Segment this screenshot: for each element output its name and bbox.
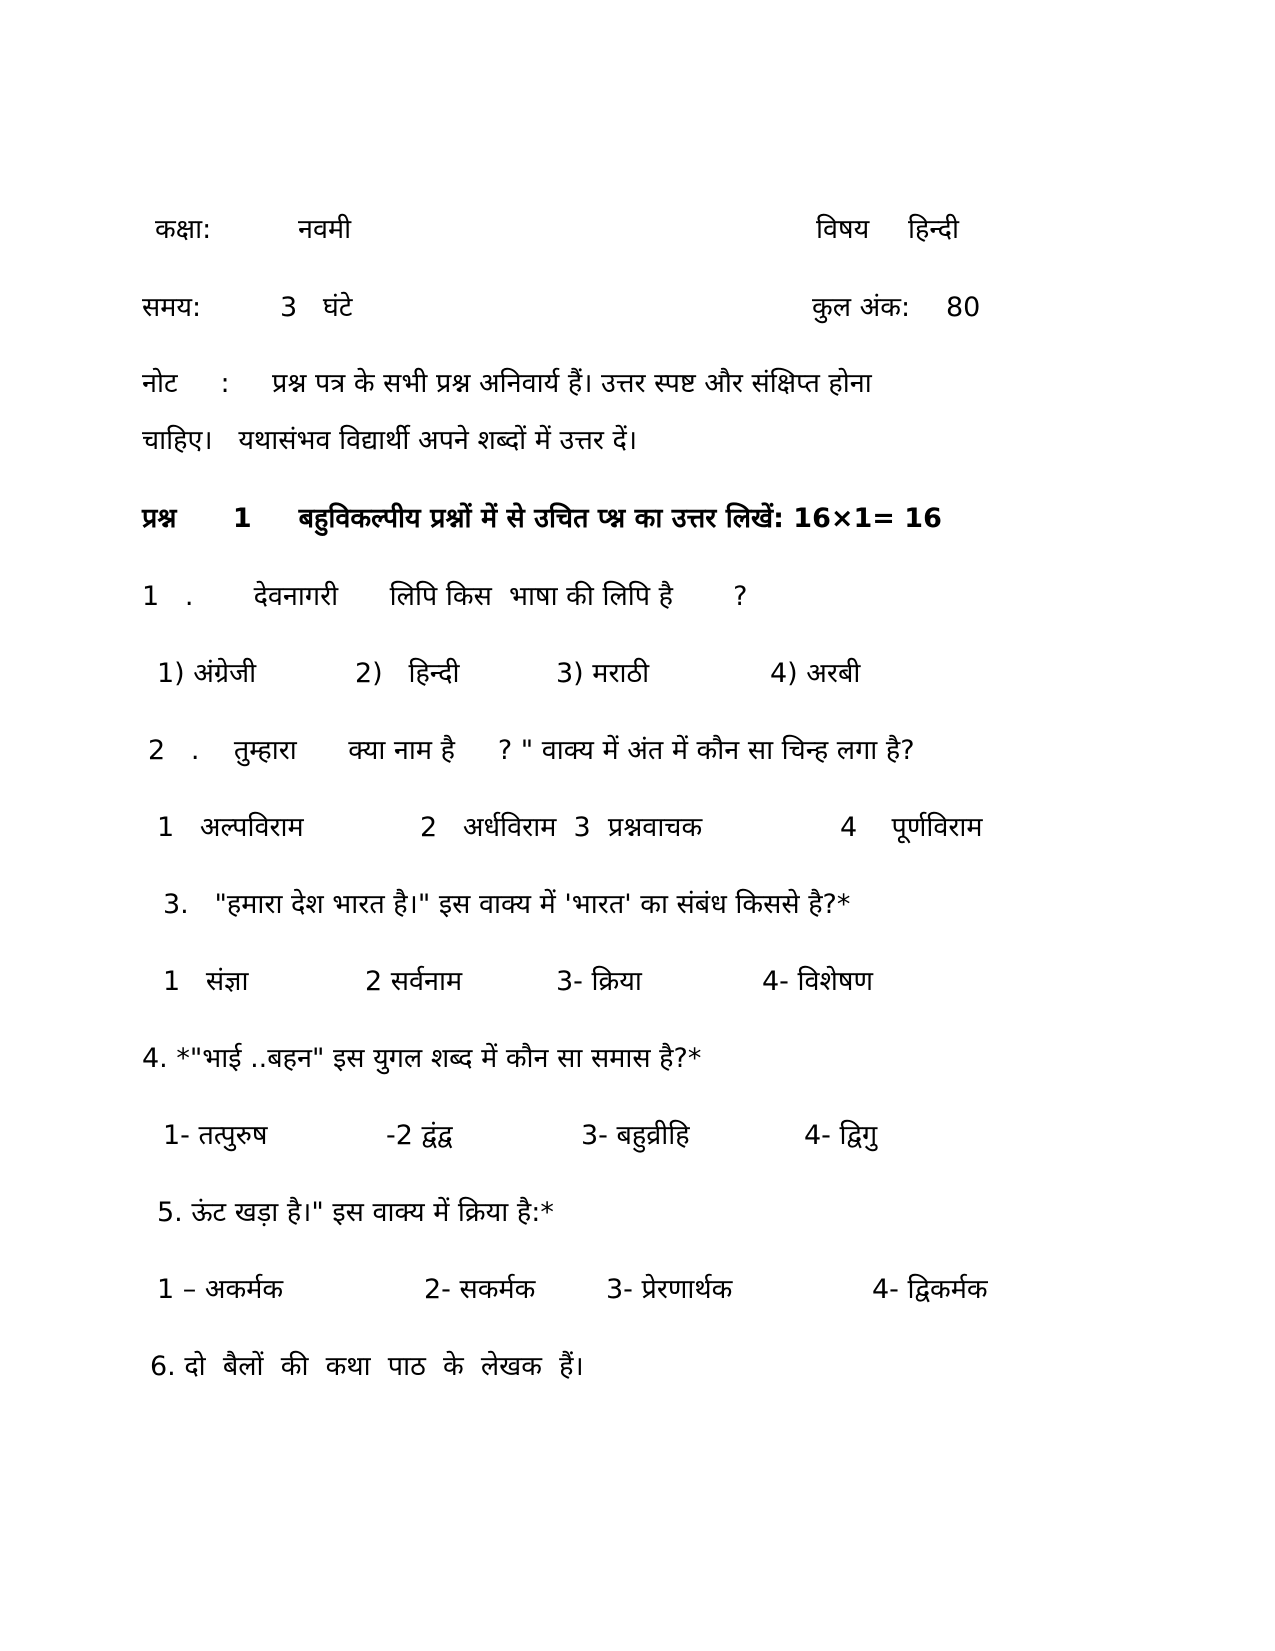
subject-label: विषय: [816, 214, 870, 245]
q1-option-3: 3) मराठी: [556, 658, 650, 689]
q1-option-4: 4) अरबी: [770, 658, 861, 689]
q5-option-4: 4- द्विकर्मक: [872, 1274, 988, 1305]
q4-option-4: 4- द्विगु: [804, 1120, 878, 1151]
time-value: 3 घंटे: [280, 292, 353, 323]
q4-option-3: 3- बहुव्रीहि: [581, 1120, 690, 1151]
marks-value: 80: [946, 292, 981, 323]
q3-option-4: 4- विशेषण: [762, 966, 873, 997]
note-line-2: चाहिए। यथासंभव विद्यार्थी अपने शब्दों में उत्तर दें।: [142, 425, 638, 456]
question-1: 1 . देवनागरी लिपि किस भाषा की लिपि है ?: [142, 581, 748, 612]
q5-option-3: 3- प्रेरणार्थक: [606, 1274, 733, 1305]
q2-option-2-3: 2 अर्धविराम 3 प्रश्नवाचक: [420, 812, 703, 843]
q2-option-4: 4 पूर्णविराम: [840, 812, 983, 843]
question-2: 2 . तुम्हारा क्या नाम है ? " वाक्य में अंत में कौन सा चिन्ह लगा है?: [148, 735, 915, 766]
q3-option-1: 1 संज्ञा: [163, 966, 249, 997]
time-label: समय:: [142, 292, 202, 323]
section-heading: प्रश्न 1 बहुविकल्पीय प्रश्नों में से उचित प्श्न का उत्तर लिखें: 16×1= 16: [142, 503, 942, 534]
note-line-1: प्रश्न पत्र के सभी प्रश्न अनिवार्य हैं। उत्तर स्पष्ट और संक्षिप्त होना: [272, 368, 872, 399]
q4-option-1: 1- तत्पुरुष: [163, 1120, 268, 1151]
class-value: नवमी: [298, 214, 352, 245]
q2-option-1: 1 अल्पविराम: [157, 812, 304, 843]
marks-label: कुल अंक:: [812, 292, 911, 323]
subject-value: हिन्दी: [908, 214, 960, 245]
class-label: कक्षा:: [155, 214, 212, 245]
q1-option-1: 1) अंग्रेजी: [157, 658, 257, 689]
note-label: नोट :: [142, 368, 230, 399]
question-6: 6. दो बैलों की कथा पाठ के लेखक हैं।: [150, 1351, 584, 1382]
question-3: 3. "हमारा देश भारत है।" इस वाक्य में 'भारत' का संबंध किससे है?*: [163, 889, 851, 920]
question-4: 4. *"भाई ..बहन" इस युगल शब्द में कौन सा समास है?*: [142, 1043, 702, 1074]
q3-option-3: 3- क्रिया: [556, 966, 642, 997]
q3-option-2: 2 सर्वनाम: [365, 966, 463, 997]
q4-option-2: -2 द्वंद्व: [386, 1120, 453, 1151]
question-5: 5. ऊंट खड़ा है।" इस वाक्य में क्रिया है:*: [157, 1197, 554, 1228]
q5-option-1: 1 – अकर्मक: [157, 1274, 284, 1305]
q1-option-2: 2) हिन्दी: [355, 658, 460, 689]
q5-option-2: 2- सकर्मक: [424, 1274, 536, 1305]
